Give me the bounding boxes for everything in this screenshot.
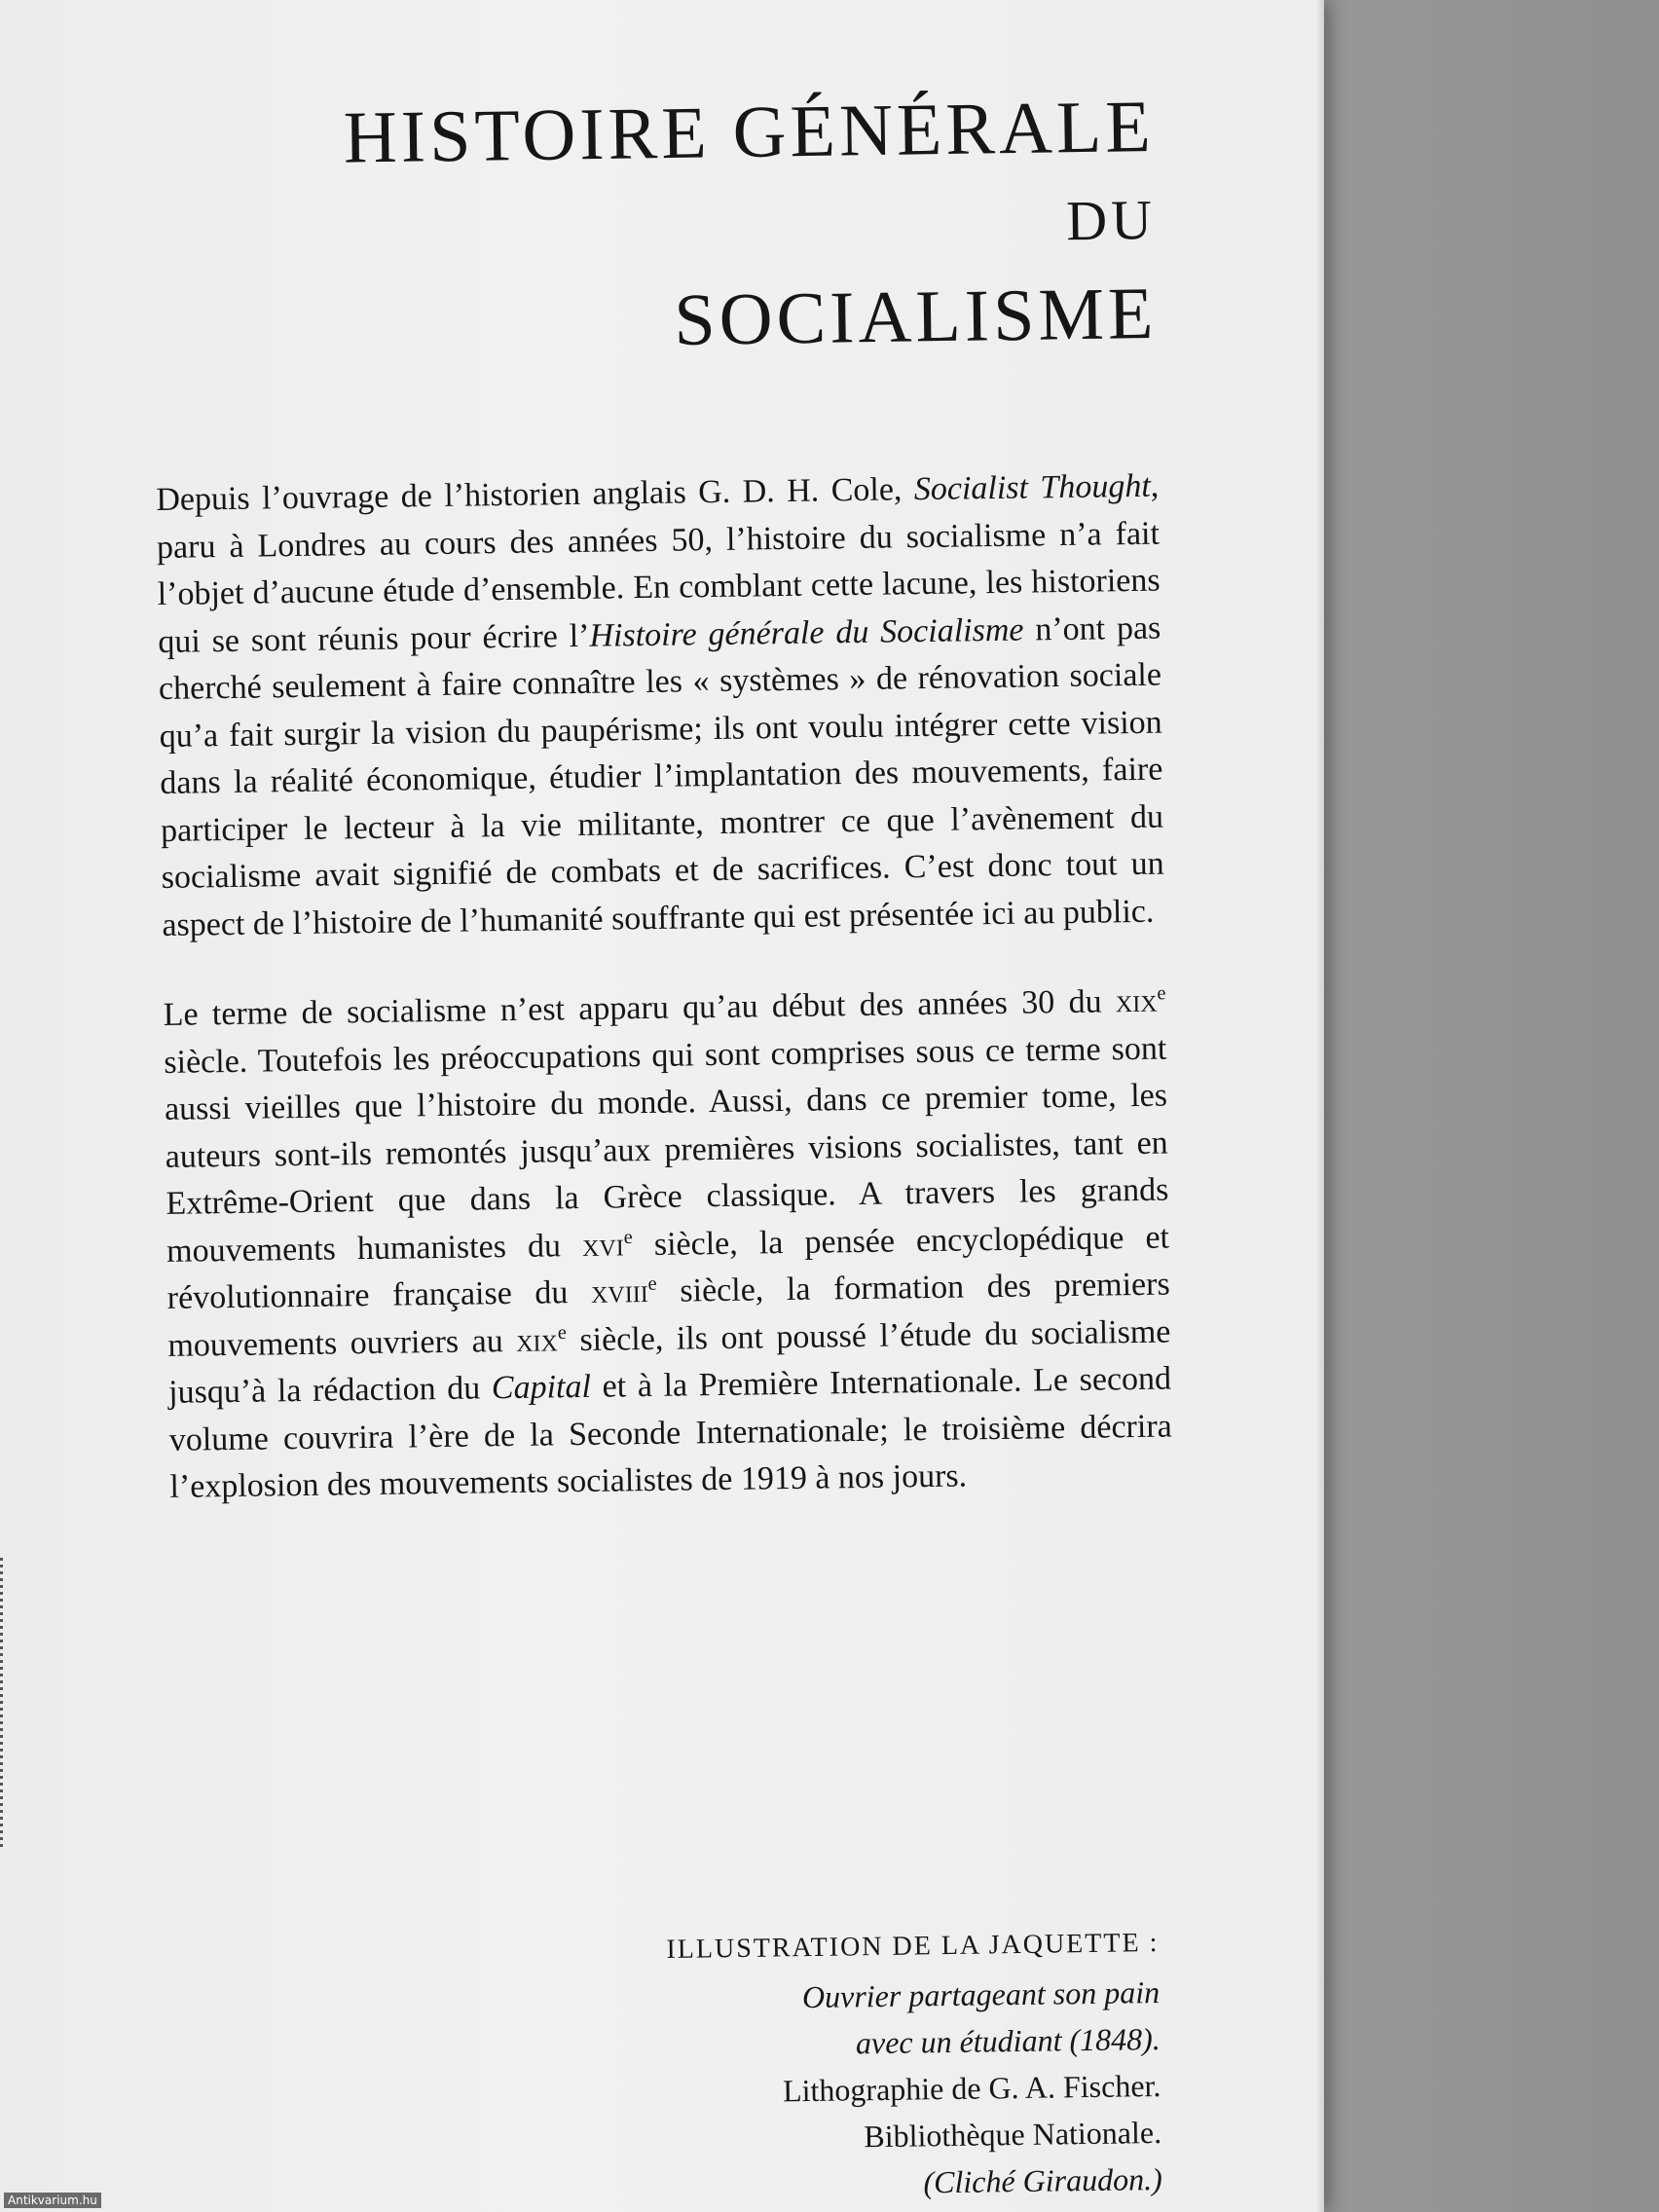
title-line-socialisme: SOCIALISME xyxy=(673,272,1158,361)
paragraph-introduction xyxy=(156,463,1165,949)
book-title xyxy=(156,78,1158,376)
title-line-histoire-generale: HISTOIRE GÉNÉRALE xyxy=(343,85,1156,179)
century-xvi: xvi xyxy=(581,1226,624,1264)
binding-edge-marks xyxy=(0,1558,3,1850)
para2-part1: Le terme de socialisme n’est apparu qu’au début des années 30 du xyxy=(163,983,1117,1033)
para2-part6: et à la Première Internationale. Le second volume couvrira l’ère de la Seconde Internationale; le troisième décrira l’explosion des mouvements socialistes de 1919 à nos jours. xyxy=(168,1360,1172,1505)
site-watermark: Antikvarium.hu xyxy=(4,2193,101,2208)
book-title-capital: Capital xyxy=(491,1368,592,1407)
book-title-socialist-thought: Socialist Thought xyxy=(913,467,1152,508)
superscript-e: e xyxy=(647,1272,657,1295)
century-xviii: xviii xyxy=(590,1273,648,1310)
page-edge-shadow xyxy=(1316,0,1324,2212)
caption-heading: ILLUSTRATION DE LA JAQUETTE : xyxy=(666,1927,1160,1966)
caption-artwork-title-1: Ouvrier partageant son pain xyxy=(801,1973,1161,2015)
caption-library: Bibliothèque Nationale. xyxy=(864,2114,1162,2155)
para1-middle: , paru à Londres au cours des années 50, l’histoire du socialisme n’a fait l’objet d’aucune étude d’ensemble. En comblant cette lacune, les historiens qui se sont réunis pour écrire l’ xyxy=(156,467,1161,660)
para1-rest: n’ont pas cherché seulement à faire connaître les « systèmes » de rénovation sociale qu’a fait surgir la vision du paupérisme; ils ont voulu intégrer cette vision dans la réalité économique, étudier l’implantation des mouvements, faire participer le lecteur à la vie militante, montrer ce que l’avènement du socialisme avait signifié de combats et de sacrifices. C’est donc tout un aspect de l’histoire de l’humanité souffrante qui est présentée ici au public. xyxy=(158,609,1164,943)
caption-photo-credit: (Cliché Giraudon.) xyxy=(923,2160,1162,2200)
para1-intro: Depuis l’ouvrage de l’historien anglais G. D. H. Cole, xyxy=(156,471,903,518)
century-xix: xix xyxy=(1115,982,1158,1020)
blurb-text xyxy=(156,463,1173,1512)
para2-part4: siècle, la formation des premiers mouvements ouvriers au xyxy=(167,1266,1170,1364)
jacket-illustration-caption xyxy=(506,1918,1162,2211)
para2-part2: siècle. Toutefois les préoccupations qui sont comprises sous ce terme sont aussi vieilles que l’histoire du monde. Aussi, dans ce premier tome, les auteurs sont-ils remontés jusqu’aux premières visions socialistes, tant en Extrême-Orient que dans la Grèce classique. A travers les grands mouvements humanistes du xyxy=(164,1030,1169,1270)
title-line-du: DU xyxy=(1065,187,1157,253)
superscript-e: e xyxy=(557,1321,567,1344)
caption-artwork-title-2: avec un étudiant (1848). xyxy=(855,2020,1161,2061)
superscript-e: e xyxy=(1157,982,1166,1005)
century-xix: xix xyxy=(515,1321,559,1359)
para2-part3: siècle, la pensée encyclopédique et révolutionnaire française du xyxy=(166,1219,1170,1316)
paragraph-scope xyxy=(163,978,1172,1512)
para2-part5: siècle, ils ont poussé l’étude du socialisme jusqu’à la rédaction du xyxy=(167,1313,1171,1411)
series-title: Histoire générale du Socialisme xyxy=(589,611,1024,654)
superscript-e: e xyxy=(623,1226,633,1248)
caption-lithographer: Lithographie de G. A. Fischer. xyxy=(782,2067,1161,2109)
